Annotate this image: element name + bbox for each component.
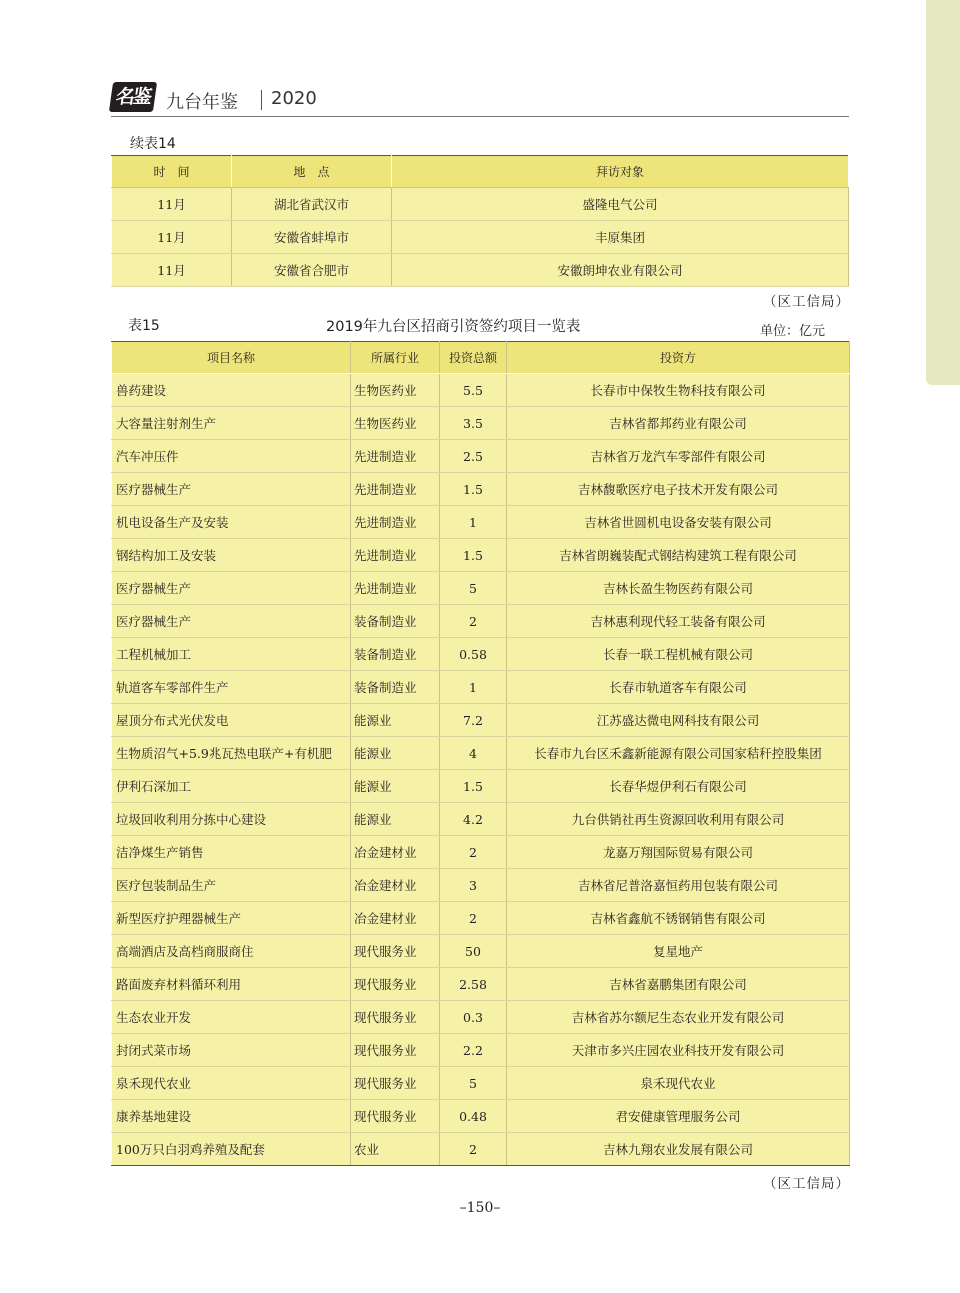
table-row [112, 1133, 850, 1166]
table-cell: 封闭式菜市场 [112, 1034, 351, 1067]
table-cell: 新型医疗护理器械生产 [112, 902, 351, 935]
table-cell: 0.48 [440, 1100, 507, 1133]
table-cell: 2.2 [440, 1034, 507, 1067]
table-row [112, 440, 850, 473]
table-cell: 能源业 [351, 704, 440, 737]
table-cell: 长春华煜伊利石有限公司 [507, 770, 850, 803]
table-cell: 江苏盛达微电网科技有限公司 [507, 704, 850, 737]
table-cell: 生物质沼气+5.9兆瓦热电联产+有机肥 [112, 737, 351, 770]
table-cell: 2 [440, 605, 507, 638]
table-cell: 7.2 [440, 704, 507, 737]
table-cell: 长春市轨道客车有限公司 [507, 671, 850, 704]
table15-header-row [112, 342, 850, 374]
header-separator [261, 90, 262, 110]
table-cell: 垃圾回收利用分拣中心建设 [112, 803, 351, 836]
table-row [112, 638, 850, 671]
table-cell: 能源业 [351, 803, 440, 836]
table-cell: 龙嘉万翔国际贸易有限公司 [507, 836, 850, 869]
table-cell: 吉林省都邦药业有限公司 [507, 407, 850, 440]
table-cell: 11月 [112, 254, 232, 287]
table-cell: 长春一联工程机械有限公司 [507, 638, 850, 671]
table-cell: 医疗器械生产 [112, 572, 351, 605]
table-cell: 大容量注射剂生产 [112, 407, 351, 440]
table-cell: 先进制造业 [351, 440, 440, 473]
table-row [112, 869, 850, 902]
table15-header-cell: 所属行业 [351, 342, 440, 374]
table-cell: 钢结构加工及安装 [112, 539, 351, 572]
table-cell: 4 [440, 737, 507, 770]
table-cell: 1.5 [440, 473, 507, 506]
table14-caption: 续表14 [130, 136, 176, 152]
table-cell: 2.58 [440, 968, 507, 1001]
table-cell: 2 [440, 836, 507, 869]
table-cell: 吉林惠利现代轻工装备有限公司 [507, 605, 850, 638]
table-cell: 安徽朗坤农业有限公司 [392, 254, 849, 287]
table-cell: 先进制造业 [351, 539, 440, 572]
table-row [112, 1034, 850, 1067]
table-cell: 医疗器械生产 [112, 473, 351, 506]
table-cell: 泉禾现代农业 [112, 1067, 351, 1100]
table-cell: 天津市多兴庄园农业科技开发有限公司 [507, 1034, 850, 1067]
table-cell: 湖北省武汉市 [232, 188, 392, 221]
table-cell: 复星地产 [507, 935, 850, 968]
table-cell: 5 [440, 572, 507, 605]
table-cell: 路面废弃材料循环利用 [112, 968, 351, 1001]
table-cell: 轨道客车零部件生产 [112, 671, 351, 704]
table14-header-row [112, 156, 849, 188]
table-cell: 吉林省嘉鹏集团有限公司 [507, 968, 850, 1001]
page-header [111, 80, 849, 117]
table-cell: 2 [440, 902, 507, 935]
table-cell: 现代服务业 [351, 968, 440, 1001]
table-row [112, 374, 850, 407]
side-tab-decoration [926, 0, 960, 385]
table-row [112, 605, 850, 638]
table-cell: 现代服务业 [351, 935, 440, 968]
table-cell: 盛隆电气公司 [392, 188, 849, 221]
table-cell: 现代服务业 [351, 1067, 440, 1100]
table-cell: 泉禾现代农业 [507, 1067, 850, 1100]
table15-unit: 单位：亿元 [760, 324, 826, 339]
table-cell: 先进制造业 [351, 473, 440, 506]
table-row [112, 188, 849, 221]
table15-header-cell: 投资总额 [440, 342, 507, 374]
table-cell: 1.5 [440, 770, 507, 803]
table-cell: 吉林长盈生物医药有限公司 [507, 572, 850, 605]
table-cell: 现代服务业 [351, 1100, 440, 1133]
table14-header-cell: 地 点 [232, 156, 392, 188]
yearbook-logo: 名鉴 [109, 82, 157, 112]
table-cell: 医疗器械生产 [112, 605, 351, 638]
table-cell: 能源业 [351, 770, 440, 803]
table-cell: 汽车冲压件 [112, 440, 351, 473]
table-cell: 丰原集团 [392, 221, 849, 254]
table-cell: 康养基地建设 [112, 1100, 351, 1133]
table-cell: 3 [440, 869, 507, 902]
table-row [112, 968, 850, 1001]
table-cell: 生态农业开发 [112, 1001, 351, 1034]
table-row [112, 572, 850, 605]
table-cell: 长春市中保牧生物科技有限公司 [507, 374, 850, 407]
table-cell: 冶金建材业 [351, 869, 440, 902]
table-row [112, 803, 850, 836]
table-cell: 2.5 [440, 440, 507, 473]
table-row [112, 221, 849, 254]
table-cell: 安徽省合肥市 [232, 254, 392, 287]
table-cell: 冶金建材业 [351, 902, 440, 935]
table14-body [112, 188, 849, 287]
table15-title: 2019年九台区招商引资签约项目一览表 [326, 319, 581, 335]
table-row [112, 407, 850, 440]
table-cell: 吉林馥歌医疗电子技术开发有限公司 [507, 473, 850, 506]
table14 [111, 155, 849, 287]
table-cell: 洁净煤生产销售 [112, 836, 351, 869]
table-cell: 装备制造业 [351, 638, 440, 671]
table-cell: 生物医药业 [351, 374, 440, 407]
table15-header-cell: 投资方 [507, 342, 850, 374]
table-cell: 吉林省鑫航不锈钢销售有限公司 [507, 902, 850, 935]
table-cell: 安徽省蚌埠市 [232, 221, 392, 254]
table-cell: 100万只白羽鸡养殖及配套 [112, 1133, 351, 1166]
table-cell: 九台供销社再生资源回收利用有限公司 [507, 803, 850, 836]
table-cell: 50 [440, 935, 507, 968]
table-row [112, 704, 850, 737]
table-cell: 11月 [112, 188, 232, 221]
table-row [112, 1067, 850, 1100]
table-cell: 吉林省尼普洛嘉恒药用包装有限公司 [507, 869, 850, 902]
table-cell: 3.5 [440, 407, 507, 440]
table-row [112, 1100, 850, 1133]
table-row [112, 737, 850, 770]
table-cell: 0.58 [440, 638, 507, 671]
yearbook-title: 九台年鉴 [166, 92, 238, 113]
yearbook-year: 2020 [271, 88, 317, 109]
table-cell: 装备制造业 [351, 671, 440, 704]
table-cell: 1.5 [440, 539, 507, 572]
table-cell: 5 [440, 1067, 507, 1100]
table-cell: 1 [440, 506, 507, 539]
table-cell: 兽药建设 [112, 374, 351, 407]
table-row [112, 1001, 850, 1034]
table-cell: 11月 [112, 221, 232, 254]
table-row [112, 539, 850, 572]
table-row [112, 671, 850, 704]
table-cell: 吉林省万龙汽车零部件有限公司 [507, 440, 850, 473]
table-row [112, 473, 850, 506]
table-cell: 现代服务业 [351, 1034, 440, 1067]
table-cell: 4.2 [440, 803, 507, 836]
table15-body [112, 374, 850, 1166]
table15-label: 表15 [128, 318, 160, 334]
table-cell: 生物医药业 [351, 407, 440, 440]
table15-header-cell: 项目名称 [112, 342, 351, 374]
table-row [112, 935, 850, 968]
table-row [112, 902, 850, 935]
table15-source: （区工信局） [763, 1176, 850, 1192]
table-cell: 工程机械加工 [112, 638, 351, 671]
table-cell: 医疗包装制品生产 [112, 869, 351, 902]
table-cell: 伊利石深加工 [112, 770, 351, 803]
table-cell: 现代服务业 [351, 1001, 440, 1034]
table-cell: 先进制造业 [351, 506, 440, 539]
table14-header-cell: 拜访对象 [392, 156, 849, 188]
table-row [112, 770, 850, 803]
table-cell: 0.3 [440, 1001, 507, 1034]
table-cell: 吉林省苏尔额尼生态农业开发有限公司 [507, 1001, 850, 1034]
table-cell: 农业 [351, 1133, 440, 1166]
table-cell: 冶金建材业 [351, 836, 440, 869]
table-cell: 屋顶分布式光伏发电 [112, 704, 351, 737]
table-cell: 装备制造业 [351, 605, 440, 638]
table-cell: 1 [440, 671, 507, 704]
table14-header-cell: 时 间 [112, 156, 232, 188]
table-cell: 先进制造业 [351, 572, 440, 605]
table-row [112, 506, 850, 539]
table-cell: 吉林省世圆机电设备安装有限公司 [507, 506, 850, 539]
table-cell: 吉林省朗巍装配式钢结构建筑工程有限公司 [507, 539, 850, 572]
table15 [111, 341, 850, 1166]
table-cell: 君安健康管理服务公司 [507, 1100, 850, 1133]
table-cell: 2 [440, 1133, 507, 1166]
table-cell: 吉林九翔农业发展有限公司 [507, 1133, 850, 1166]
page-number: –150– [459, 1200, 501, 1216]
table-cell: 高端酒店及高档商服商住 [112, 935, 351, 968]
table-cell: 长春市九台区禾鑫新能源有限公司国家秸秆控股集团 [507, 737, 850, 770]
table-row [112, 254, 849, 287]
table-cell: 机电设备生产及安装 [112, 506, 351, 539]
table-cell: 5.5 [440, 374, 507, 407]
table-cell: 能源业 [351, 737, 440, 770]
table14-source: （区工信局） [763, 294, 850, 310]
table-row [112, 836, 850, 869]
